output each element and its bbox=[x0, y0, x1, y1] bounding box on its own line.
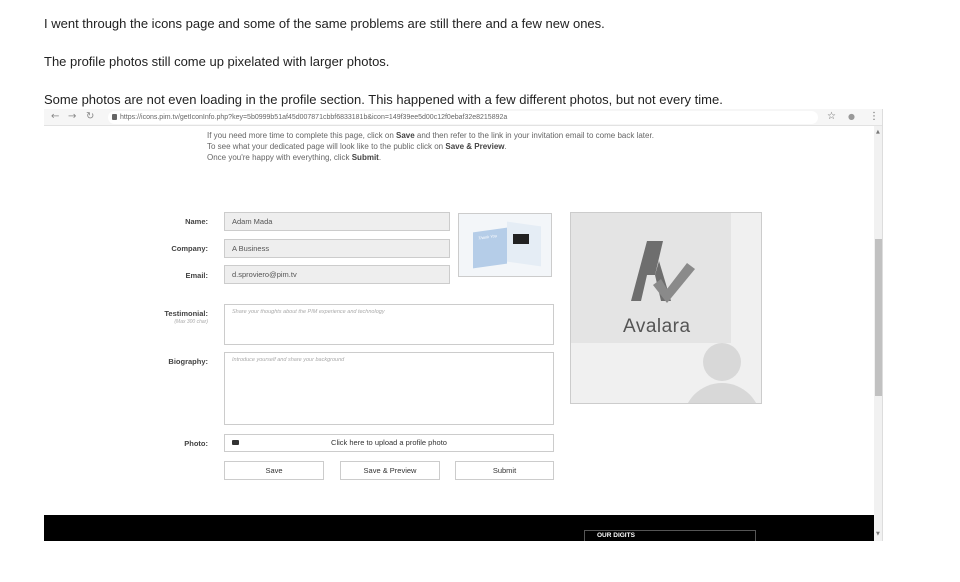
embedded-screenshot bbox=[44, 109, 883, 541]
company-field[interactable]: A Business bbox=[224, 239, 450, 258]
page-content bbox=[44, 126, 874, 541]
intro-line-3: Once you're happy with everything, click Submit. bbox=[207, 153, 382, 162]
forward-icon[interactable]: → bbox=[68, 111, 77, 122]
avatar-body bbox=[683, 383, 761, 404]
logo-text: Avalara bbox=[623, 316, 691, 337]
page-footer bbox=[44, 515, 874, 541]
company-label: Company: bbox=[171, 244, 208, 253]
submit-button[interactable]: Submit bbox=[455, 461, 554, 480]
reload-icon[interactable]: ↻ bbox=[86, 111, 95, 122]
save-preview-button[interactable]: Save & Preview bbox=[340, 461, 440, 480]
profile-preview bbox=[570, 212, 762, 404]
url-text: https://icons.pim.tv/getIconInfo.php?key=5b0999b51af45d007871cbbf6833181b&icon=149f39ee5d00c12f0ebaf32e8215892a bbox=[120, 114, 508, 121]
note-line-1: I went through the icons page and some of the same problems are still there and a few new ones. bbox=[44, 16, 605, 31]
note-line-2: The profile photos still come up pixelated with larger photos. bbox=[44, 54, 390, 69]
card-right-panel bbox=[507, 222, 541, 267]
back-icon[interactable]: ← bbox=[51, 111, 60, 122]
intro-line-1: If you need more time to complete this page, click on Save and then refer to the link in your invitation email to come back later. bbox=[207, 131, 654, 140]
save-button[interactable]: Save bbox=[224, 461, 324, 480]
card-thank-you-text: Thank You bbox=[478, 233, 498, 241]
upload-photo-button[interactable] bbox=[224, 434, 554, 452]
name-field[interactable]: Adam Mada bbox=[224, 212, 450, 231]
scrollbar-thumb[interactable] bbox=[875, 239, 882, 396]
browser-toolbar bbox=[44, 109, 883, 126]
email-label: Email: bbox=[185, 271, 208, 280]
testimonial-textarea[interactable]: Share your thoughts about the PIM experience and technology bbox=[224, 304, 554, 345]
email-field[interactable]: d.sproviero@pim.tv bbox=[224, 265, 450, 284]
testimonial-label: Testimonial: bbox=[164, 309, 208, 318]
lock-icon bbox=[112, 114, 117, 120]
card-thumbnail bbox=[458, 213, 552, 277]
name-label: Name: bbox=[185, 217, 208, 226]
note-line-3: Some photos are not even loading in the profile section. This happened with a few different photos, but not every time. bbox=[44, 92, 723, 107]
intro-line-2: To see what your dedicated page will look like to the public click on Save & Preview. bbox=[207, 142, 507, 151]
vertical-scrollbar[interactable] bbox=[874, 126, 883, 541]
camera-icon bbox=[232, 440, 239, 445]
card-screen bbox=[513, 234, 529, 244]
profile-icon[interactable]: ● bbox=[848, 112, 855, 121]
scroll-down-icon[interactable]: ▼ bbox=[876, 531, 880, 537]
upload-label: Click here to upload a profile photo bbox=[331, 438, 447, 447]
footer-heading: OUR DIGITS bbox=[584, 530, 756, 541]
avalara-logo-icon bbox=[571, 213, 731, 313]
photo-label: Photo: bbox=[184, 439, 208, 448]
scroll-up-icon[interactable]: ▲ bbox=[876, 129, 880, 135]
biography-textarea[interactable]: Introduce yourself and share your background bbox=[224, 352, 554, 425]
menu-icon[interactable]: ⋮ bbox=[869, 111, 879, 122]
bookmark-star-icon[interactable]: ☆ bbox=[827, 111, 836, 122]
address-bar[interactable] bbox=[108, 111, 818, 124]
testimonial-sublabel: (Max 300 char) bbox=[174, 319, 208, 325]
avatar-head bbox=[703, 343, 741, 381]
company-logo bbox=[571, 213, 731, 343]
card-left-panel bbox=[473, 228, 507, 269]
biography-label: Biography: bbox=[168, 357, 208, 366]
